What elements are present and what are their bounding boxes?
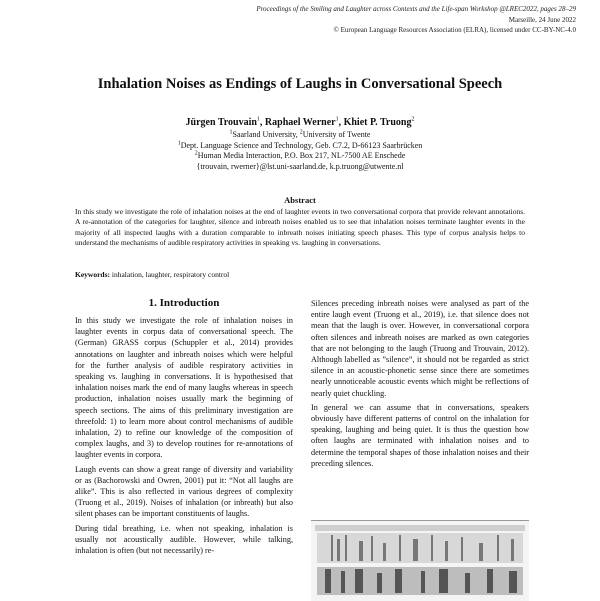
affil-marker: 2 <box>411 116 415 123</box>
keywords <box>75 270 525 280</box>
abstract-text: In this study we investigate the role of inhalation noises at the end of laughter events in two conversational corpora that provide relevant annotations. A re-annotation of the categories for laughter, silence and inbreath noises enabled us to see that inhalation noises terminate laughter events in the majority of all inspected laughs with a duration comparable to inbreath noises initiating speech phases. This type of corpus analysis helps to understand the mechanisms of audible respiratory activities in speaking vs. laughing in conversations. <box>75 207 525 248</box>
affiliation-text: Dept. Language Science and Technology, Geb. C7.2, D-66123 Saarbrücken <box>180 140 423 150</box>
paragraph: In this study we investigate the role of inhalation noises in laughter events in corpus data of conversational speech. The (German) GRASS corpus (Schuppler et al., 2014) provides annotations on laughter and inbreath noises which were helpful for the further analysis of audible respiratory activities in speaking vs. laughing in conversations. It is hypothesised that inhalation noises mark the end of many laughs whereas in speech production, inhalation noises usually mark the beginning of speech sections. The aims of this preliminary investigation are threefold: 1) to learn more about control mechanisms of audible inhalation, 2) to refine our knowledge of the composition of complex laughs, and 3) to develop routines for re-annotations of laughter events in corpora. <box>75 316 293 460</box>
author-name: Khiet P. Truong <box>343 117 412 128</box>
author-emails: {trouvain, rwerner}@lst.uni-saarland.de, k.p.truong@utwente.nl <box>196 161 404 171</box>
affil-marker: 2 <box>194 150 198 157</box>
right-column <box>311 298 529 472</box>
spectrogram-figure <box>311 520 529 601</box>
keywords-label: Keywords: <box>75 270 110 279</box>
affiliation-text: Human Media Interaction, P.O. Box 217, NL-7500 AE Enschede <box>197 151 406 161</box>
paragraph: Silences preceding inbreath noises were analysed as part of the entire laugh event (Truong et al., 2019), i.e. that silence does not mean that the laugh is over. However, in conversational corpora often silences and inbreath noises are marked as own categories that are not belonging to the laugh (Truong and Trouvain, 2012). Although labelled as ”silence”, it should not be regarded as strict silence in an acoustic-phonetic sense since there are sometimes nearly unnoticeable acoustic events which might be reflections of nearly quiet chuckling. <box>311 299 529 398</box>
author-name: Jürgen Trouvain <box>185 117 257 128</box>
left-column <box>75 315 293 559</box>
spectrogram-image <box>311 521 529 601</box>
affiliations <box>0 130 600 172</box>
affiliation-line <box>0 151 600 162</box>
affil-marker: 1 <box>256 116 260 123</box>
proceedings-header <box>156 4 576 36</box>
author-name: Raphael Werner <box>264 117 336 128</box>
affil-marker: 1 <box>229 129 233 136</box>
affiliation-line <box>0 130 600 141</box>
affil-marker: 2 <box>299 129 303 136</box>
section-heading-introduction: 1. Introduction <box>148 297 220 309</box>
paragraph: In general we can assume that in conversations, speakers obviously have different patterns of control on the inhalation for speaking, laughing and being quiet. It is thus the question how often laughs are terminated with inhalation noises and to determine the temporal shapes of those inhalation noises and their preceding silences. <box>311 402 529 468</box>
abstract-heading: Abstract <box>284 195 316 205</box>
header-location-date: Marseille, 24 June 2022 <box>508 15 576 24</box>
affiliation-line <box>0 141 600 152</box>
paragraph: Laugh events can show a great range of diversity and variability or as (Bachorowski and Owren, 2001) put it: “Not all laughs are alike”. This is also reflected in various degrees of complexity (Truong et al., 2019). Noises of inhalation (or inbreath) but also silent phases can be important constituents of laughs. <box>75 464 293 519</box>
author-list: Jürgen Trouvain$^1$, Raphael Werner$^1$, Khiet P. Truong$^2$ <box>185 116 415 128</box>
paper-title: Inhalation Noises as Endings of Laughs in Conversational Speech <box>97 76 503 92</box>
affil-marker: 1 <box>335 116 339 123</box>
keywords-text: inhalation, laughter, respiratory control <box>110 270 230 279</box>
affiliation-text: Saarland University, <box>232 130 300 139</box>
affiliation-text: University of Twente <box>302 130 371 139</box>
header-copyright: © European Language Resources Association (ELRA), licensed under CC-BY-NC-4.0 <box>333 26 576 34</box>
header-venue: Proceedings of the Smiling and Laughter across Contexts and the Life-span Workshop @LREC2022, pages 28–29 <box>256 5 576 13</box>
affil-marker: 1 <box>177 139 181 146</box>
paragraph: During tidal breathing, i.e. when not speaking, inhalation is usually not acoustically audible. However, while talking, inhalation is often (but not necessarily) re- <box>75 523 293 556</box>
